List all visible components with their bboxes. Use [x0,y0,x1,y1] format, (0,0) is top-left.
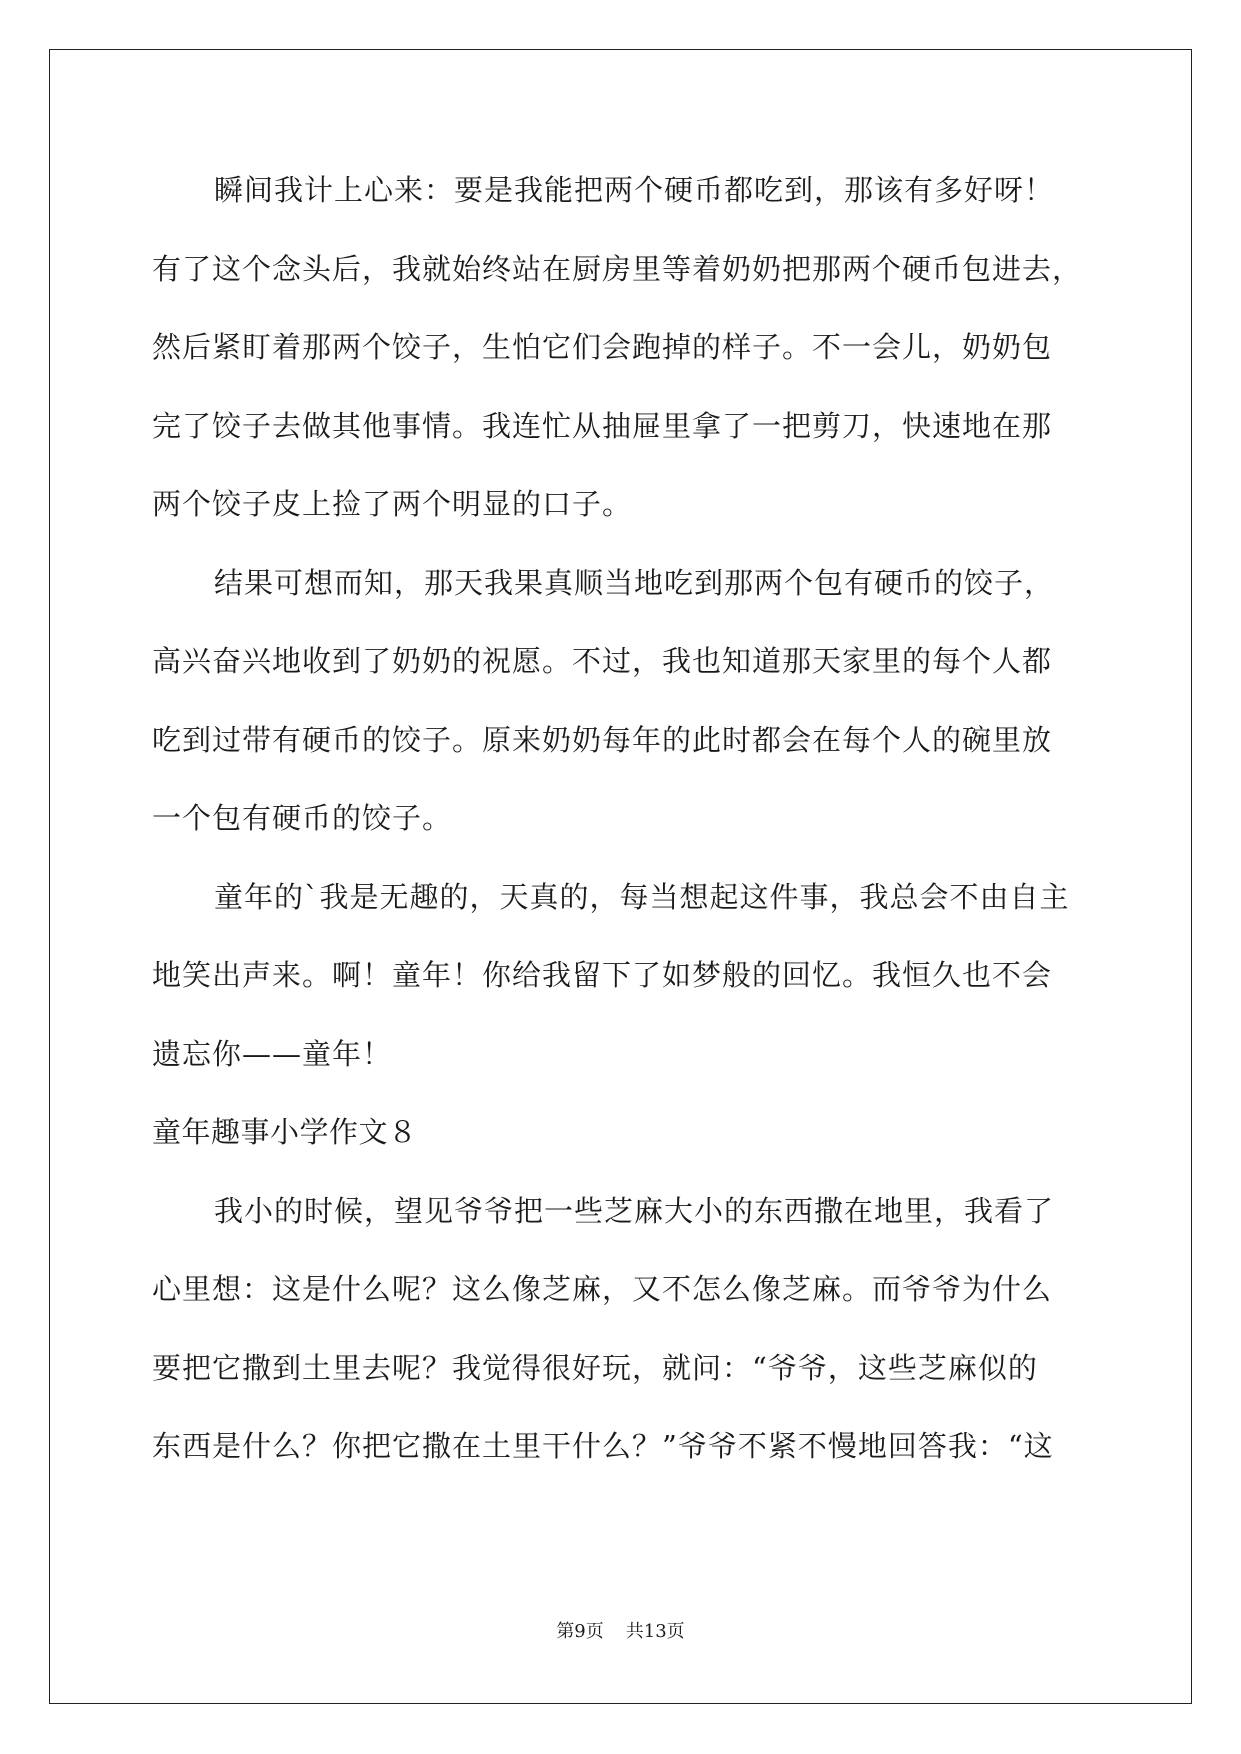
paragraph-line: 一个包有硬币的饺子。 [152,801,453,835]
paragraph-line: 吃到过带有硬币的饺子。原来奶奶每年的此时都会在每个人的碗里放 [152,722,1053,757]
paragraph-line: 完了饺子去做其他事情。我连忙从抽屉里拿了一把剪刀，快速地在那 [152,408,1053,443]
page-total: 共13页 [625,1621,685,1642]
paragraph-line: 结果可想而知，那天我果真顺当地吃到那两个包有硬币的饺子， [214,565,1055,600]
page-number: 第9页 [556,1621,604,1642]
paragraph-line: 两个饺子皮上捡了两个明显的口子。 [152,487,633,521]
page-footer [0,1617,1241,1643]
paragraph-line: 我小的时候，望见爷爷把一些芝麻大小的东西撒在地里，我看了 [214,1193,1055,1228]
paragraph-line: 有了这个念头后，我就始终站在厨房里等着奶奶把那两个硬币包进去， [152,251,1083,286]
paragraph-line: 东西是什么？你把它撒在土里干什么？”爷爷不紧不慢地回答我：“这 [152,1429,1054,1463]
paragraph-line: 高兴奋兴地收到了奶奶的祝愿。不过，我也知道那天家里的每个人都 [152,644,1053,678]
paragraph-line: 童年的`我是无趣的，天真的，每当想起这件事，我总会不由自主 [214,879,1070,914]
paragraph-line: 瞬间我计上心来：要是我能把两个硬币都吃到，那该有多好呀！ [214,173,1055,207]
paragraph-line: 然后紧盯着那两个饺子，生怕它们会跑掉的样子。不一会儿，奶奶包 [152,330,1053,364]
document-body [152,160,1092,1495]
section-heading: 童年趣事小学作文８ [152,1115,418,1149]
paragraph-line: 要把它撒到土里去呢？我觉得很好玩，就问：“爷爷，这些芝麻似的 [152,1350,1038,1385]
paragraph-line: 地笑出声来。啊！童年！你给我留下了如梦般的回忆。我恒久也不会 [152,958,1053,992]
paragraph-line: 遗忘你——童年！ [152,1036,393,1071]
paragraph-line: 心里想：这是什么呢？这么像芝麻，又不怎么像芝麻。而爷爷为什么 [152,1272,1053,1306]
